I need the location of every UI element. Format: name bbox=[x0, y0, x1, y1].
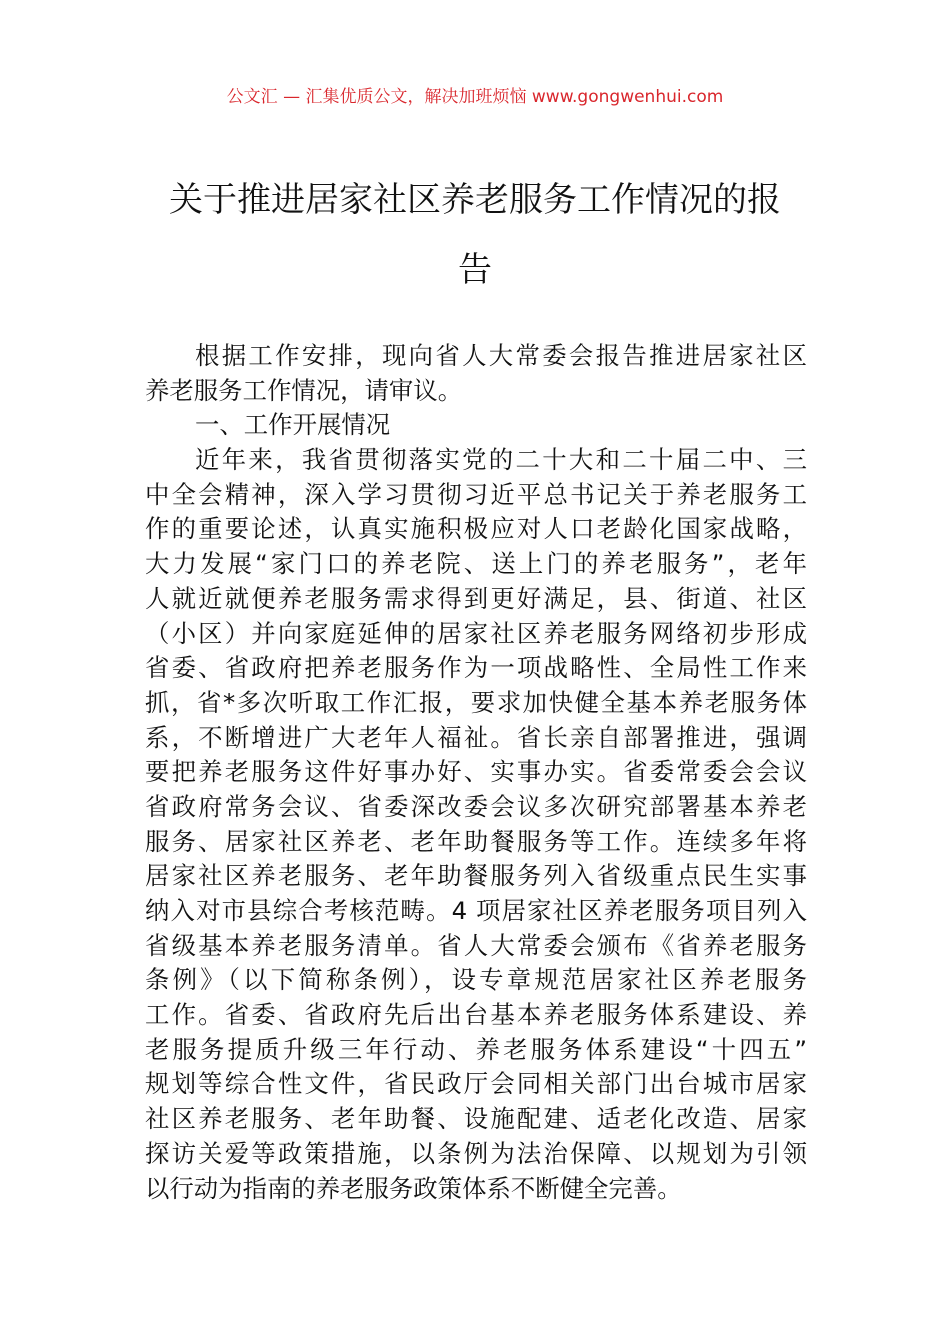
paragraph-line: 抓，省*多次听取工作汇报，要求加快健全基本养老服务体 bbox=[145, 687, 807, 717]
paragraph-line: 服务、居家社区养老、老年助餐服务等工作。连续多年将 bbox=[145, 826, 807, 856]
paragraph-line: 要把养老服务这件好事办好、实事办实。省委常委会会议 bbox=[145, 757, 807, 787]
site-watermark-banner: 公文汇 — 汇集优质公文，解决加班烦恼 www.gongwenhui.com bbox=[226, 87, 724, 107]
paragraph-line: 纳入对市县综合考核范畴。4 项居家社区养老服务项目列入 bbox=[145, 896, 807, 925]
paragraph-line: 近年来，我省贯彻落实党的二十大和二十届二中、三 bbox=[195, 445, 807, 475]
paragraph-line: 人就近就便养老服务需求得到更好满足，县、街道、社区 bbox=[145, 583, 807, 613]
paragraph-line: 以行动为指南的养老服务政策体系不断健全完善。 bbox=[145, 1173, 682, 1203]
paragraph-line: 省政府常务会议、省委深改委会议多次研究部署基本养老 bbox=[145, 791, 807, 821]
paragraph-line: 大力发展“家门口的养老院、送上门的养老服务”，老年 bbox=[145, 549, 807, 579]
paragraph-line: 工作。省委、省政府先后出台基本养老服务体系建设、养 bbox=[145, 1000, 807, 1030]
paragraph-line: 作的重要论述，认真实施积极应对人口老龄化国家战略， bbox=[145, 514, 807, 544]
paragraph-line: 系，不断增进广大老年人福祉。省长亲自部署推进，强调 bbox=[145, 722, 807, 752]
paragraph-intro-line: 养老服务工作情况，请审议。 bbox=[145, 375, 463, 405]
document-title-line-1: 关于推进居家社区养老服务工作情况的报 bbox=[169, 180, 781, 220]
paragraph-line: 居家社区养老服务、老年助餐服务列入省级重点民生实事 bbox=[145, 861, 807, 891]
document-title-line-2: 告 bbox=[458, 250, 492, 290]
paragraph-line: 条例》（以下简称条例），设专章规范居家社区养老服务 bbox=[145, 965, 807, 995]
paragraph-line: 老服务提质升级三年行动、养老服务体系建设“十四五” bbox=[145, 1034, 807, 1064]
paragraph-intro-line: 根据工作安排，现向省人大常委会报告推进居家社区 bbox=[195, 341, 807, 370]
paragraph-line: 规划等综合性文件，省民政厅会同相关部门出台城市居家 bbox=[145, 1069, 807, 1099]
paragraph-line: 中全会精神，深入学习贯彻习近平总书记关于养老服务工 bbox=[145, 479, 807, 509]
paragraph-line: 省委、省政府把养老服务作为一项战略性、全局性工作来 bbox=[145, 653, 807, 683]
paragraph-line: （小区）并向家庭延伸的居家社区养老服务网络初步形成 bbox=[145, 618, 807, 648]
section-heading: 一、工作开展情况 bbox=[195, 410, 391, 440]
paragraph-line: 省级基本养老服务清单。省人大常委会颁布《省养老服务 bbox=[145, 930, 807, 960]
paragraph-line: 社区养老服务、老年助餐、设施配建、适老化改造、居家 bbox=[145, 1104, 807, 1134]
paragraph-line: 探访关爱等政策措施，以条例为法治保障、以规划为引领 bbox=[145, 1138, 807, 1168]
document-body bbox=[145, 339, 807, 1206]
